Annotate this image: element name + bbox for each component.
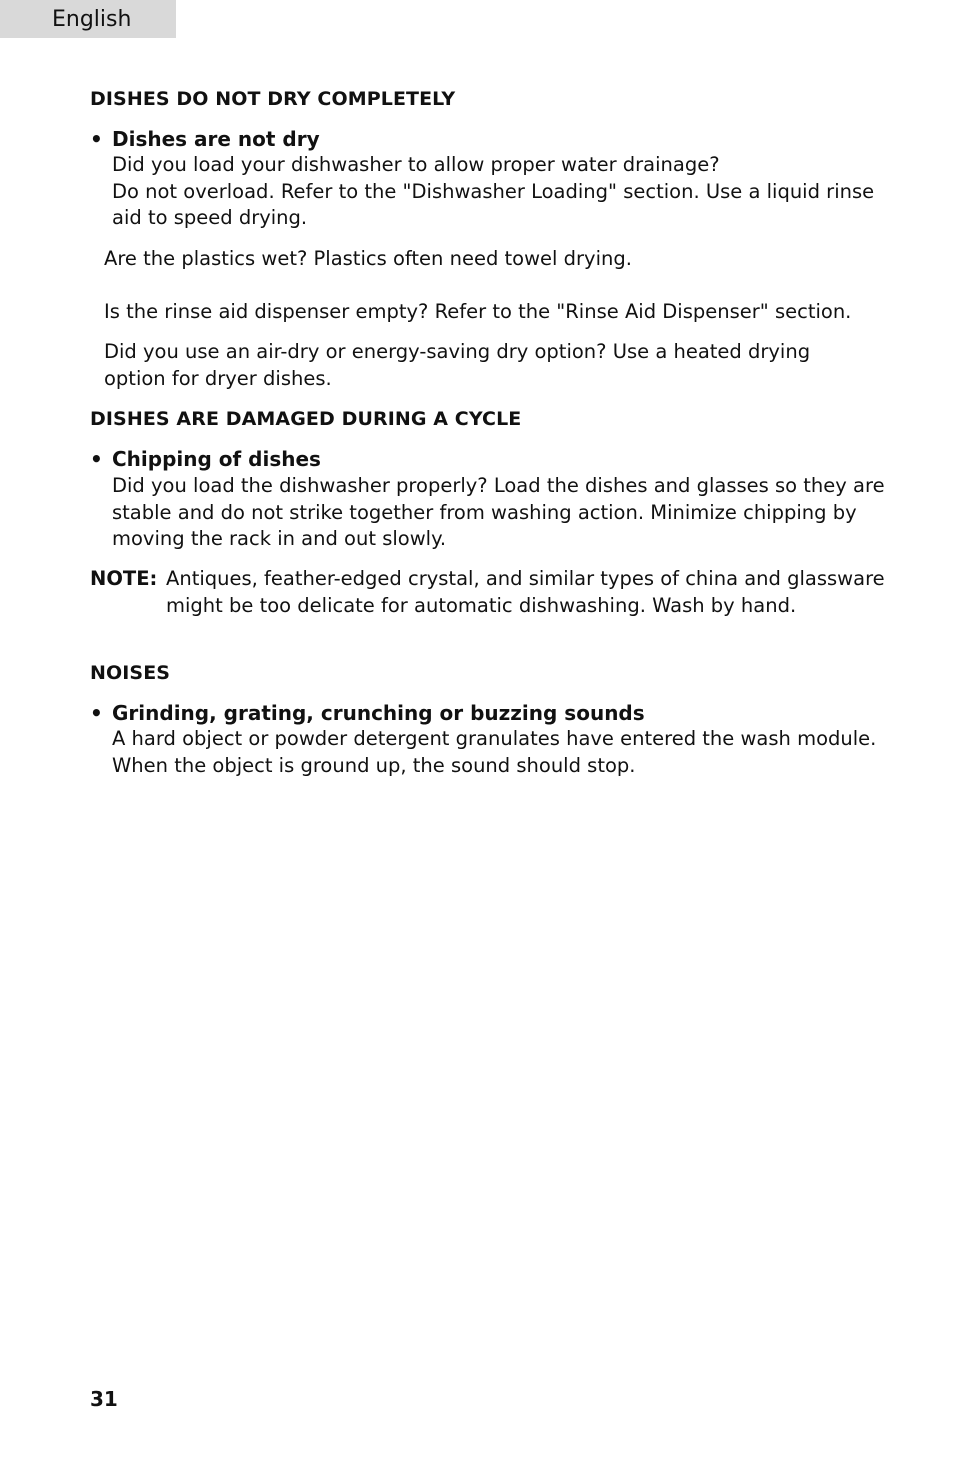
body-line: moving the rack in and out slowly. [112, 527, 447, 551]
note-body [166, 566, 885, 619]
body-line: aid to speed drying. [112, 206, 308, 230]
bullet-body-not-dry [112, 152, 874, 232]
bullet-title-chipping: Chipping of dishes [112, 447, 321, 471]
language-label: English [52, 7, 132, 32]
bullet-body-chipping [112, 473, 885, 553]
bullet-title-not-dry: Dishes are not dry [112, 127, 320, 151]
paragraph-dry-option [104, 339, 810, 392]
paragraph-plastics: Are the plastics wet? Plastics often need towel drying. [104, 247, 632, 270]
section-heading-dry: DISHES DO NOT DRY COMPLETELY [90, 88, 456, 110]
body-line: Did you use an air-dry or energy-saving dry option? Use a heated drying [104, 340, 811, 363]
body-line: Do not overload. Refer to the "Dishwasher Loading" section. Use a liquid rinse [112, 179, 875, 203]
bullet-icon: • [90, 701, 103, 725]
body-line: A hard object or powder detergent granulates have entered the wash module. [112, 727, 877, 750]
body-line: might be too delicate for automatic dishwashing. Wash by hand. [166, 593, 797, 617]
body-line: stable and do not strike together from washing action. Minimize chipping by [112, 500, 857, 524]
section-heading-damaged: DISHES ARE DAMAGED DURING A CYCLE [90, 408, 522, 430]
paragraph-rinse-aid: Is the rinse aid dispenser empty? Refer to the "Rinse Aid Dispenser" section. [104, 300, 852, 323]
body-line: When the object is ground up, the sound should stop. [112, 753, 636, 777]
body-line: Did you load your dishwasher to allow proper water drainage? [112, 153, 720, 176]
body-line: Antiques, feather-edged crystal, and similar types of china and glassware [166, 567, 885, 590]
bullet-icon: • [90, 447, 103, 471]
section-heading-noises: NOISES [90, 662, 171, 684]
bullet-icon: • [90, 127, 103, 151]
bullet-body-grinding [112, 726, 876, 779]
page-number: 31 [90, 1387, 118, 1411]
body-line: option for dryer dishes. [104, 366, 332, 390]
bullet-title-grinding: Grinding, grating, crunching or buzzing sounds [112, 701, 645, 725]
note-label: NOTE: [90, 567, 158, 590]
body-line: Did you load the dishwasher properly? Load the dishes and glasses so they are [112, 474, 885, 497]
language-tab [0, 0, 176, 38]
